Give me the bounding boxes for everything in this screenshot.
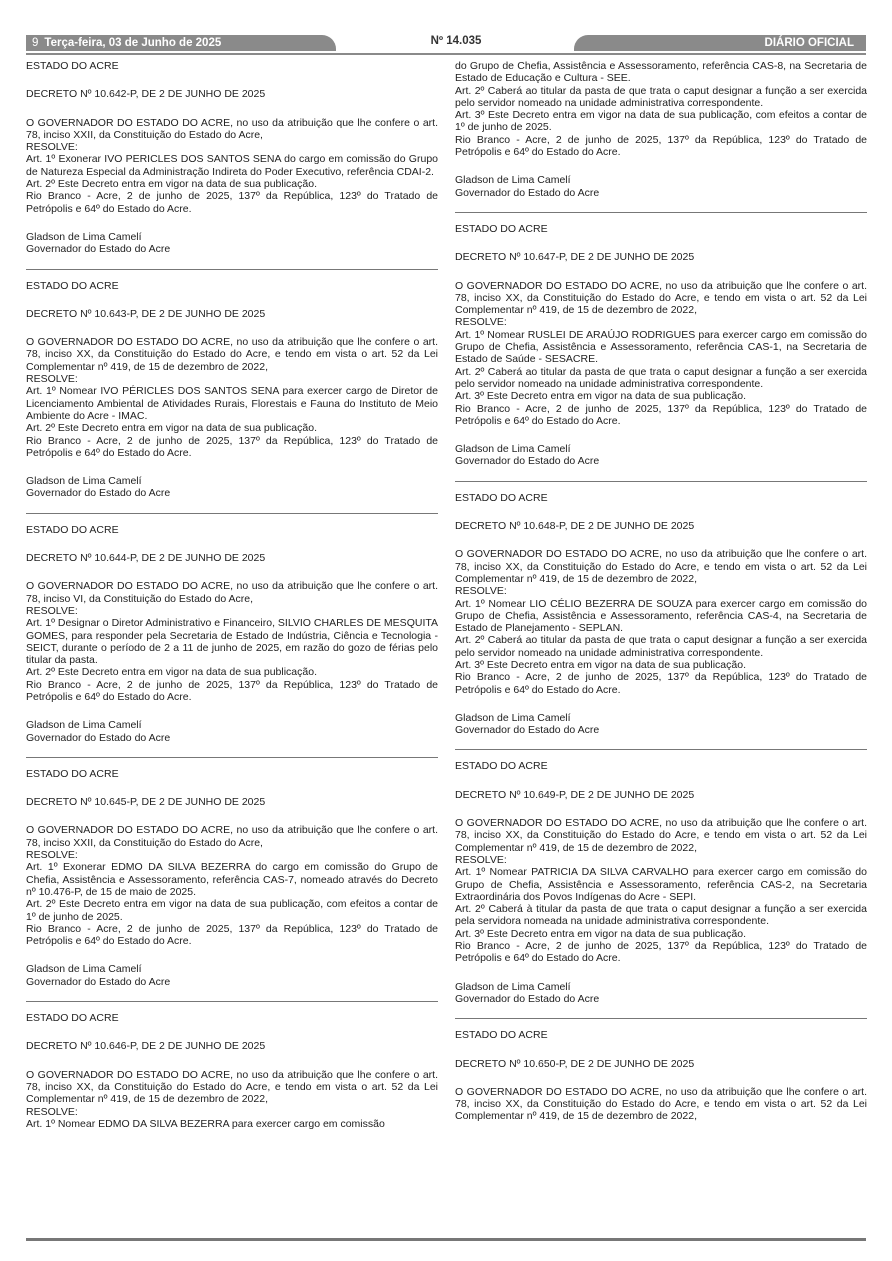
signature-name: Gladson de Lima Camelí [26,230,142,243]
decree-separator [455,481,867,482]
publication-name: DIÁRIO OFICIAL [574,35,866,51]
decree-paragraph: Art. 2º Este Decreto entra em vigor na data de sua publicação. [26,422,317,435]
decree-paragraph: Art. 3º Este Decreto entra em vigor na data de sua publicação. [455,390,746,403]
decree-paragraph: Art. 3º Este Decreto entra em vigor na data de sua publicação. [455,927,746,940]
decree-paragraph: O GOVERNADOR DO ESTADO DO ACRE, no uso da atribuição que lhe confere o art. 78, inciso XX, da Constituição do Estado do Acre, e tendo em vista o art. 52 da Lei Complementar nº 419, de 15 de dezembro de 2022, [26,336,438,373]
page-number: 9 [32,37,39,49]
decree-paragraph: Art. 1º Exonerar EDMO DA SILVA BEZERRA do cargo em comissão do Grupo de Chefia, Assistência e Assessoramento, referência CAS-7, nomeado através do Decreto nº 10.476-P, de 15 de maio de 2025. [26,861,438,898]
decree-state: ESTADO DO ACRE [455,760,548,773]
decree-paragraph: RESOLVE: [26,849,78,862]
decree-state: ESTADO DO ACRE [455,222,548,235]
decree-block [455,223,867,468]
decree-state: ESTADO DO ACRE [455,1029,548,1042]
issue-number: Nº 14.035 [430,35,482,47]
decree-paragraph: RESOLVE: [26,373,78,386]
decree-paragraph: RESOLVE: [455,585,507,598]
decree-block [26,524,438,744]
decree-paragraph: Rio Branco - Acre, 2 de junho de 2025, 137º da República, 123º do Tratado de Petrópolis e 64º do Estado do Acre. [26,190,438,215]
decree-separator [455,212,867,213]
decree-title: DECRETO Nº 10.645-P, DE 2 DE JUNHO DE 2025 [26,796,266,809]
decree-block [26,768,438,988]
decree-state: ESTADO DO ACRE [26,279,119,292]
decree-separator [455,749,867,750]
decree-separator [26,269,438,270]
page-header [26,33,866,53]
signature-role: Governador do Estado do Acre [455,724,600,737]
signature-name: Gladson de Lima Camelí [455,443,571,456]
signature-role: Governador do Estado do Acre [26,243,171,256]
signature-name: Gladson de Lima Camelí [26,475,142,488]
decree-paragraph: Rio Branco - Acre, 2 de junho de 2025, 137º da República, 123º do Tratado de Petrópolis e 64º do Estado do Acre. [455,402,867,427]
decree-paragraph: Art. 1º Nomear LIO CÉLIO BEZERRA DE SOUZA para exercer cargo em comissão do Grupo de Chefia, Assistência e Assessoramento, referência CAS-4, na Secretaria de Estado de Planejamento - SEPLAN. [455,597,867,635]
signature-role: Governador do Estado do Acre [455,455,600,468]
decree-separator [26,1001,438,1002]
signature-name: Gladson de Lima Camelí [26,963,142,976]
decree-state: ESTADO DO ACRE [26,523,119,536]
decree-paragraph: O GOVERNADOR DO ESTADO DO ACRE, no uso da atribuição que lhe confere o art. 78, inciso XX, da Constituição do Estado do Acre, e tendo em vista o art. 52 da Lei Complementar nº 419, de 15 de dezembro de 2022, [455,1085,867,1123]
decree-title: DECRETO Nº 10.650-P, DE 2 DE JUNHO DE 2025 [455,1057,695,1070]
signature-role: Governador do Estado do Acre [455,186,600,199]
decree-state: ESTADO DO ACRE [26,60,119,72]
header-divider [26,53,866,55]
decree-paragraph: Art. 2º Este Decreto entra em vigor na data de sua publicação. [26,666,317,679]
issue-date: Terça-feira, 03 de Junho de 2025 [44,37,222,49]
signature-name: Gladson de Lima Camelí [455,980,571,993]
decree-block [455,1029,867,1122]
decree-paragraph: O GOVERNADOR DO ESTADO DO ACRE, no uso da atribuição que lhe confere o art. 78, inciso XX, da Constituição do Estado do Acre, e tendo em vista o art. 52 da Lei Complementar nº 419, de 15 de dezembro de 2022, [455,548,867,585]
decree-paragraph: RESOLVE: [26,141,78,154]
decree-paragraph: Rio Branco - Acre, 2 de junho de 2025, 137º da República, 123º do Tratado de Petrópolis e 64º do Estado do Acre. [455,671,867,696]
decree-paragraph: Rio Branco - Acre, 2 de junho de 2025, 137º da República, 123º do Tratado de Petrópolis e 64º do Estado do Acre. [26,922,438,948]
decree-paragraph: Art. 1º Nomear EDMO DA SILVA BEZERRA para exercer cargo em comissão [26,1117,385,1130]
continued-decree [455,60,867,199]
signature-name: Gladson de Lima Camelí [26,719,142,732]
decree-paragraph: RESOLVE: [455,853,507,866]
decree-state: ESTADO DO ACRE [26,767,119,780]
right-column [455,60,867,1123]
decree-block [26,280,438,500]
decree-paragraph: O GOVERNADOR DO ESTADO DO ACRE, no uso da atribuição que lhe confere o art. 78, inciso XX, da Constituição do Estado do Acre, e tendo em vista o art. 52 da Lei Complementar nº 419, de 15 de dezembro de 2022, [455,817,867,854]
decree-paragraph: Art. 1º Exonerar IVO PERICLES DOS SANTOS SENA do cargo em comissão do Grupo de Natureza Especial da Administração Indireta do Poder Executivo, referência CDAI-2. [26,153,438,178]
decree-title: DECRETO Nº 10.649-P, DE 2 DE JUNHO DE 2025 [455,788,695,801]
decree-paragraph: Art. 2º Caberá ao titular da pasta de que trata o caput designar a função a ser exercida pelo servidor nomeado na unidade administrativa correspondente. [455,84,867,109]
decree-paragraph: O GOVERNADOR DO ESTADO DO ACRE, no uso da atribuição que lhe confere o art. 78, inciso VI, da Constituição do Estado do Acre, [26,580,438,605]
decree-paragraph: Rio Branco - Acre, 2 de junho de 2025, 137º da República, 123º do Tratado de Petrópolis e 64º do Estado do Acre. [26,678,438,703]
decree-paragraph: RESOLVE: [26,1105,78,1118]
decree-title: DECRETO Nº 10.643-P, DE 2 DE JUNHO DE 2025 [26,307,266,320]
decree-paragraph: do Grupo de Chefia, Assistência e Assessoramento, referência CAS-8, na Secretaria de Estado de Educação e Cultura - SEE. [455,60,867,85]
decree-block [455,760,867,1005]
decree-state: ESTADO DO ACRE [455,491,548,504]
decree-title: DECRETO Nº 10.647-P, DE 2 DE JUNHO DE 2025 [455,251,695,264]
decree-paragraph: Art. 1º Nomear PATRICIA DA SILVA CARVALHO para exercer cargo em comissão do Grupo de Chefia, Assistência e Assessoramento, referência CAS-2, na Secretaria Extraordinária dos Povos Indígenas do Acre - SEPI. [455,866,867,903]
footer-divider [26,1238,866,1241]
decree-title: DECRETO Nº 10.642-P, DE 2 DE JUNHO DE 2025 [26,88,266,101]
decree-state: ESTADO DO ACRE [26,1012,119,1025]
decree-paragraph: O GOVERNADOR DO ESTADO DO ACRE, no uso da atribuição que lhe confere o art. 78, inciso XX, da Constituição do Estado do Acre, e tendo em vista o art. 52 da Lei Complementar nº 419, de 15 de dezembro de 2022, [455,279,867,317]
signature-role: Governador do Estado do Acre [26,975,171,988]
decree-title: DECRETO Nº 10.644-P, DE 2 DE JUNHO DE 2025 [26,552,266,565]
signature-name: Gladson de Lima Camelí [455,711,571,724]
decree-paragraph: Art. 2º Este Decreto entra em vigor na data de sua publicação. [26,178,317,191]
decree-paragraph: Rio Branco - Acre, 2 de junho de 2025, 137º da República, 123º do Tratado de Petrópolis e 64º do Estado do Acre. [26,434,438,459]
decree-block [455,492,867,737]
decree-block [26,60,438,256]
decree-paragraph: Art. 2º Caberá à titular da pasta de que trata o caput designar a função a ser exercida pela servidora nomeada na unidade administrativa correspondente. [455,903,867,928]
signature-role: Governador do Estado do Acre [26,731,171,744]
decree-paragraph: Art. 1º Nomear IVO PÉRICLES DOS SANTOS SENA para exercer cargo de Diretor de Licenciamento Ambiental de Atividades Rurais, Florestais e Fauna do Instituto de Meio Ambiente do Acre - IMAC. [26,385,438,422]
left-column [26,60,438,1130]
decree-block [26,1012,438,1130]
decree-paragraph: Art. 2º Caberá ao titular da pasta de que trata o caput designar a função a ser exercida pelo servidor nomeado na unidade administrativa correspondente. [455,365,867,390]
decree-paragraph: Art. 3º Este Decreto entra em vigor na data de sua publicação, com efeitos a contar de 1º de junho de 2025. [455,109,867,134]
decree-paragraph: Rio Branco - Acre, 2 de junho de 2025, 137º da República, 123º do Tratado de Petrópolis e 64º do Estado do Acre. [455,940,867,965]
decree-paragraph: Art. 1º Nomear RUSLEI DE ARAÚJO RODRIGUES para exercer cargo em comissão do Grupo de Chefia, Assistência e Assessoramento, referência CAS-1, na Secretaria de Estado de Saúde - SESACRE. [455,328,867,366]
decree-paragraph: Rio Branco - Acre, 2 de junho de 2025, 137º da República, 123º do Tratado de Petrópolis e 64º do Estado do Acre. [455,133,867,159]
decree-paragraph: O GOVERNADOR DO ESTADO DO ACRE, no uso da atribuição que lhe confere o art. 78, inciso XXII, da Constituição do Estado do Acre, [26,824,438,849]
header-date-tab [26,35,322,51]
decree-paragraph: Art. 1º Designar o Diretor Administrativo e Financeiro, SILVIO CHARLES DE MESQUITA GOMES, para responder pela Secretaria de Estado de Indústria, Ciência e Tecnologia - SEICT, durante o período de 2 a 11 de junho de 2025, em razão do gozo de férias pelo titular da pasta. [26,617,438,667]
decree-separator [26,513,438,514]
decree-paragraph: Art. 2º Caberá ao titular da pasta de que trata o caput designar a função a ser exercida pelo servidor nomeado na unidade administrativa correspondente. [455,634,867,659]
decree-paragraph: Art. 2º Este Decreto entra em vigor na data de sua publicação, com efeitos a contar de 1º de junho de 2025. [26,898,438,923]
decree-separator [26,757,438,758]
signature-name: Gladson de Lima Camelí [455,174,571,187]
decree-separator [455,1018,867,1019]
decree-paragraph: RESOLVE: [26,604,78,617]
decree-title: DECRETO Nº 10.646-P, DE 2 DE JUNHO DE 2025 [26,1040,266,1053]
signature-role: Governador do Estado do Acre [455,992,600,1005]
decree-paragraph: O GOVERNADOR DO ESTADO DO ACRE, no uso da atribuição que lhe confere o art. 78, inciso XX, da Constituição do Estado do Acre, e tendo em vista o art. 52 da Lei Complementar nº 419, de 15 de dezembro de 2022, [26,1068,438,1106]
decree-title: DECRETO Nº 10.648-P, DE 2 DE JUNHO DE 2025 [455,520,695,533]
decree-paragraph: Art. 3º Este Decreto entra em vigor na data de sua publicação. [455,658,746,671]
decree-paragraph: O GOVERNADOR DO ESTADO DO ACRE, no uso da atribuição que lhe confere o art. 78, inciso XXII, da Constituição do Estado do Acre, [26,116,438,141]
signature-role: Governador do Estado do Acre [26,487,171,500]
decree-paragraph: RESOLVE: [455,316,507,329]
